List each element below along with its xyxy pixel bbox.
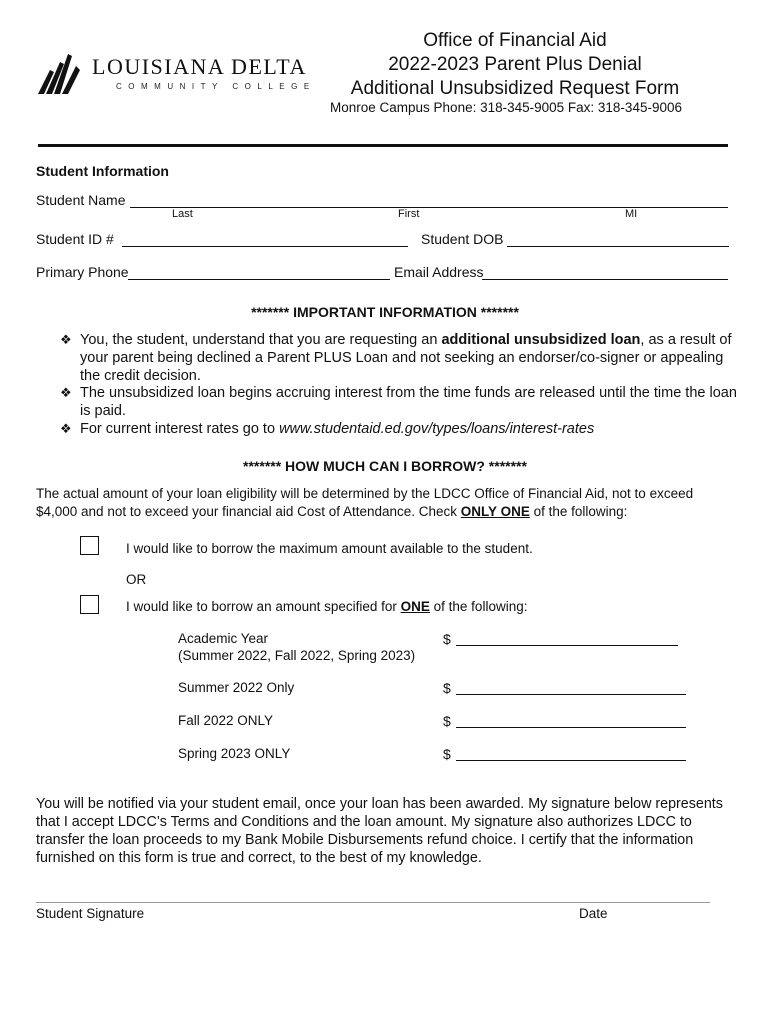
specified-amount-emphasis: ONE [400, 599, 430, 614]
student-dob-label: Student DOB [421, 231, 504, 247]
specified-amount-text: I would like to borrow an amount specified for [126, 599, 401, 614]
specified-amount-checkbox[interactable] [80, 595, 99, 614]
student-name-label: Student Name [36, 192, 126, 208]
important-heading: ******* IMPORTANT INFORMATION ******* [251, 304, 519, 320]
bullet-2-text: The unsubsidized loan begins accruing interest from the time funds are released until the time the loan is paid. [80, 385, 737, 419]
dollar-sign: $ [443, 680, 451, 696]
primary-phone-field[interactable] [128, 279, 390, 280]
email-address-label: Email Address [394, 264, 484, 280]
student-dob-field[interactable] [507, 246, 729, 247]
summer-2022-label: Summer 2022 Only [178, 680, 295, 695]
logo-subtitle: COMMUNITY COLLEGE [116, 82, 316, 91]
borrow-intro-emphasis: ONLY ONE [460, 504, 530, 519]
signature-line[interactable] [36, 902, 710, 903]
fall-2022-label: Fall 2022 ONLY [178, 713, 274, 728]
email-address-field[interactable] [482, 279, 728, 280]
academic-year-amount-field[interactable] [456, 645, 678, 646]
max-amount-label: I would like to borrow the maximum amount available to the student. [126, 541, 533, 556]
student-name-field[interactable] [130, 207, 728, 208]
academic-year-label: Academic Year [178, 631, 269, 646]
closing-statement: You will be notified via your student email, once your loan has been awarded. My signature below represents that I accept LDCC’s Terms and Conditions and the loan amount. My signature also authorizes LDCC to transfer the loan proceeds to my Bank Mobile Disbursements refund choice. I certify that the information furnished on this form is true and correct, to the best of my knowledge. [36, 796, 723, 866]
header-phone: Monroe Campus Phone: 318-345-9005 Fax: 318-345-9006 [330, 100, 682, 115]
student-signature-label: Student Signature [36, 906, 145, 921]
bullet-1-text: You, the student, understand that you are requesting an [80, 332, 442, 348]
bullet-1-tail: , as a result of your parent being declined a Parent PLUS Loan and not seeking an endorser/co-signer or appealing the credit decision. [80, 332, 732, 384]
header-office: Office of Financial Aid [423, 30, 607, 51]
mi-caption: MI [625, 208, 638, 220]
borrow-intro [36, 485, 736, 521]
max-amount-checkbox[interactable] [80, 536, 99, 555]
specified-amount-tail: of the following: [429, 599, 528, 614]
primary-phone-label: Primary Phone [36, 264, 129, 280]
important-bullet-3 [60, 420, 740, 438]
bullet-1-bold: additional unsubsidized loan [441, 332, 641, 348]
dollar-sign: $ [443, 746, 451, 762]
date-label: Date [579, 906, 608, 921]
student-id-label: Student ID # [36, 231, 114, 247]
bullet-3-text: For current interest rates go to [80, 421, 280, 437]
dollar-sign: $ [443, 631, 451, 647]
academic-year-subtitle: (Summer 2022, Fall 2022, Spring 2023) [178, 648, 416, 663]
header-divider [38, 144, 728, 147]
spring-2023-amount-field[interactable] [456, 760, 686, 761]
interest-rates-link[interactable]: www.studentaid.ed.gov/types/loans/interest-rates [279, 421, 595, 437]
borrow-heading: ******* HOW MUCH CAN I BORROW? ******* [243, 458, 527, 474]
college-logo-icon [36, 48, 82, 96]
dollar-sign: $ [443, 713, 451, 729]
important-bullet-1 [60, 331, 740, 385]
important-bullet-2 [60, 384, 740, 420]
student-info-heading: Student Information [36, 163, 169, 179]
fall-2022-amount-field[interactable] [456, 727, 686, 728]
diamond-bullet-icon: ❖ [60, 385, 72, 400]
summer-2022-amount-field[interactable] [456, 694, 686, 695]
borrow-intro-text: The actual amount of your loan eligibility will be determined by the LDCC Office of Financial Aid, not to exceed $4,000 and not to exceed your financial aid Cost of Attendance. Check [36, 486, 694, 519]
last-name-caption: Last [172, 208, 193, 220]
or-label: OR [126, 572, 147, 587]
borrow-intro-tail: of the following: [529, 504, 628, 519]
diamond-bullet-icon: ❖ [60, 332, 72, 347]
specified-amount-label [126, 599, 527, 614]
header-form-year: 2022-2023 Parent Plus Denial [388, 54, 642, 75]
spring-2023-label: Spring 2023 ONLY [178, 746, 291, 761]
header-form-title: Additional Unsubsidized Request Form [350, 78, 680, 99]
student-id-field[interactable] [122, 246, 408, 247]
first-name-caption: First [398, 208, 420, 220]
logo-name: LOUISIANA DELTA [92, 54, 307, 79]
diamond-bullet-icon: ❖ [60, 421, 72, 436]
